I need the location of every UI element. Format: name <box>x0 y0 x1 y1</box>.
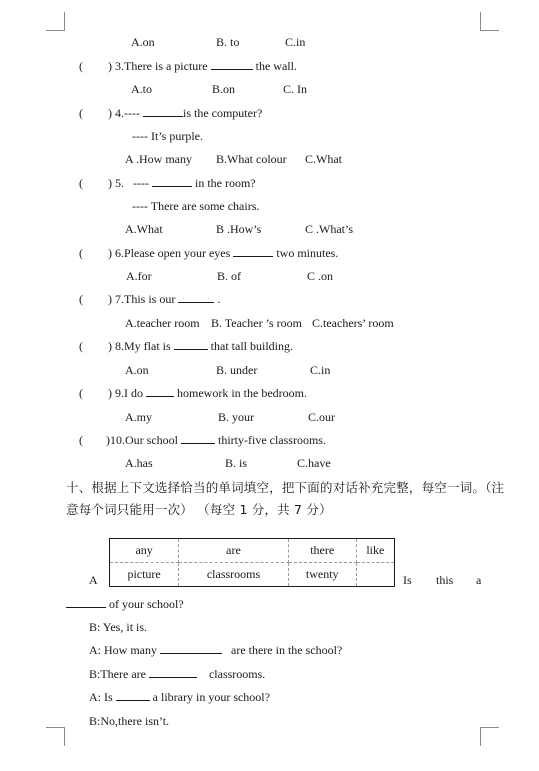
question-stem-post: thirty-five classrooms. <box>218 433 326 447</box>
question-number: 8. <box>115 339 124 353</box>
question-stem-post: . <box>217 292 221 306</box>
question-3-text <box>108 58 297 74</box>
question-stem-pre: Please open your eyes <box>124 246 231 260</box>
dialogue-text: are there in the school? <box>231 643 343 657</box>
crop-mark-bottom-left <box>46 727 65 746</box>
section-10-instruction-line-1: 十、根据上下文选择恰当的单词填空，把下面的对话补充完整，每空一词。（注 <box>66 480 505 495</box>
option-b: B. of <box>217 269 241 283</box>
answer-paren-close: ) <box>108 292 112 306</box>
dialogue-line-a2 <box>89 642 342 658</box>
answer-blank[interactable] <box>66 596 106 608</box>
dialogue-text: A: Is <box>89 690 113 704</box>
option-c: C.teachers’ room <box>312 316 394 330</box>
dialogue-word-a: a <box>476 573 482 587</box>
question-number: 6. <box>115 246 124 260</box>
answer-paren-open: ( <box>79 246 83 260</box>
question-number: 7. <box>115 292 124 306</box>
question-number: 3. <box>115 59 124 73</box>
option-a: A.What <box>125 222 163 236</box>
section-10-instruction-line-2: 意每个词只能用一次） （每空 1 分，共 7 分） <box>66 502 332 517</box>
question-stem-pre: ---- <box>133 176 149 190</box>
answer-blank[interactable] <box>149 666 197 678</box>
word-bank-row <box>110 539 395 563</box>
answer-paren-close: ) <box>108 59 112 73</box>
answer-paren-close: ) <box>108 339 112 353</box>
option-c: C.What <box>305 152 342 166</box>
answer-paren-close: ) <box>108 176 112 190</box>
dialogue-speaker-a: A <box>89 573 98 587</box>
option-a: A.for <box>126 269 152 283</box>
option-c: C. In <box>283 82 307 96</box>
option-b: B .How’s <box>216 222 262 236</box>
question-stem-pre: My flat is <box>124 339 171 353</box>
word-bank-cell: there <box>288 539 356 563</box>
answer-blank[interactable] <box>160 642 222 654</box>
dialogue-word-is: Is <box>403 573 412 587</box>
option-b: B.What colour <box>216 152 287 166</box>
option-c: C.our <box>308 410 335 424</box>
answer-paren-close: ) <box>108 246 112 260</box>
word-bank-cell <box>356 563 394 587</box>
crop-mark-bottom-right <box>480 727 499 746</box>
answer-blank[interactable] <box>146 385 174 397</box>
option-b: B. is <box>225 456 248 470</box>
question-number: 9. <box>115 386 124 400</box>
dialogue-text: of your school? <box>109 597 184 611</box>
answer-paren-open: ( <box>79 59 83 73</box>
option-c: C.in <box>310 363 331 377</box>
word-bank-cell: twenty <box>288 563 356 587</box>
crop-mark-top-left <box>46 12 65 31</box>
dialogue-line-b2 <box>89 666 265 682</box>
word-bank-cell: like <box>356 539 394 563</box>
answer-paren-close: ) <box>106 433 110 447</box>
dialogue-line-b1: B: Yes, it is. <box>89 620 148 634</box>
word-bank-row <box>110 563 395 587</box>
question-number: 4. <box>115 106 124 120</box>
question-6-text <box>108 245 338 261</box>
question-stem-post: in the room? <box>194 176 256 190</box>
option-b: B. your <box>218 410 254 424</box>
question-stem-pre: I do <box>124 386 143 400</box>
question-stem-pre: There is a picture <box>124 59 208 73</box>
question-number: 5. <box>115 176 124 190</box>
question-stem-post: homework in the bedroom. <box>177 386 307 400</box>
option-a: A.has <box>125 456 153 470</box>
question-4-reply: ---- It’s purple. <box>132 129 203 143</box>
answer-paren-open: ( <box>79 339 83 353</box>
q2-option-b: B. to <box>216 35 240 49</box>
question-8-text <box>108 338 293 354</box>
answer-blank[interactable] <box>181 432 215 444</box>
question-stem-pre: This is our <box>124 292 176 306</box>
question-4-text <box>108 105 262 121</box>
answer-blank[interactable] <box>174 338 208 350</box>
option-b: B. Teacher ’s room <box>211 316 302 330</box>
option-b: B.on <box>212 82 236 96</box>
question-number: 10. <box>110 433 125 447</box>
option-b: B. under <box>216 363 258 377</box>
dialogue-line-b3: B:No,there isn’t. <box>89 714 170 728</box>
question-10-text <box>106 432 326 448</box>
answer-paren-open: ( <box>79 176 83 190</box>
question-7-text <box>108 291 220 307</box>
question-stem-post: the wall. <box>255 59 297 73</box>
q2-option-a: A.on <box>131 35 155 49</box>
dialogue-word-this: this <box>436 573 454 587</box>
word-bank-cell: picture <box>110 563 179 587</box>
dialogue-text: a library in your school? <box>152 690 270 704</box>
word-bank-cell: any <box>110 539 179 563</box>
answer-blank[interactable] <box>143 105 183 117</box>
option-a: A.my <box>125 410 152 424</box>
crop-mark-top-right <box>480 12 499 31</box>
answer-paren-open: ( <box>79 292 83 306</box>
dialogue-text: classrooms. <box>208 667 266 681</box>
word-bank-cell: classrooms <box>179 563 289 587</box>
answer-paren-open: ( <box>79 433 83 447</box>
question-stem-post: that tall building. <box>210 339 293 353</box>
option-c: C.have <box>297 456 331 470</box>
question-stem-pre: ---- <box>124 106 140 120</box>
dialogue-line-1-cont <box>66 596 184 612</box>
question-5-reply: ---- There are some chairs. <box>132 199 260 213</box>
word-bank-cell: are <box>179 539 289 563</box>
answer-paren-open: ( <box>79 386 83 400</box>
option-c: C .on <box>307 269 334 283</box>
question-stem-post: two minutes. <box>276 246 339 260</box>
answer-paren-close: ) <box>108 386 112 400</box>
question-5-text <box>108 175 256 191</box>
answer-blank[interactable] <box>178 291 214 303</box>
word-bank-table <box>109 538 395 587</box>
answer-blank[interactable] <box>233 245 273 257</box>
option-a: A.to <box>131 82 152 96</box>
q2-option-c: C.in <box>285 35 306 49</box>
option-c: C .What’s <box>305 222 353 236</box>
option-a: A .How many <box>125 152 192 166</box>
option-a: A.teacher room <box>125 316 200 330</box>
answer-blank[interactable] <box>152 175 192 187</box>
dialogue-text: B:There are <box>89 667 146 681</box>
question-stem-pre: Our school <box>125 433 178 447</box>
question-9-text <box>108 385 307 401</box>
dialogue-text: A: How many <box>89 643 157 657</box>
option-a: A.on <box>125 363 149 377</box>
dialogue-line-a3 <box>89 689 270 705</box>
question-stem-post: is the computer? <box>182 106 263 120</box>
answer-blank[interactable] <box>211 58 253 70</box>
answer-paren-open: ( <box>79 106 83 120</box>
answer-blank[interactable] <box>116 689 150 701</box>
answer-paren-close: ) <box>108 106 112 120</box>
